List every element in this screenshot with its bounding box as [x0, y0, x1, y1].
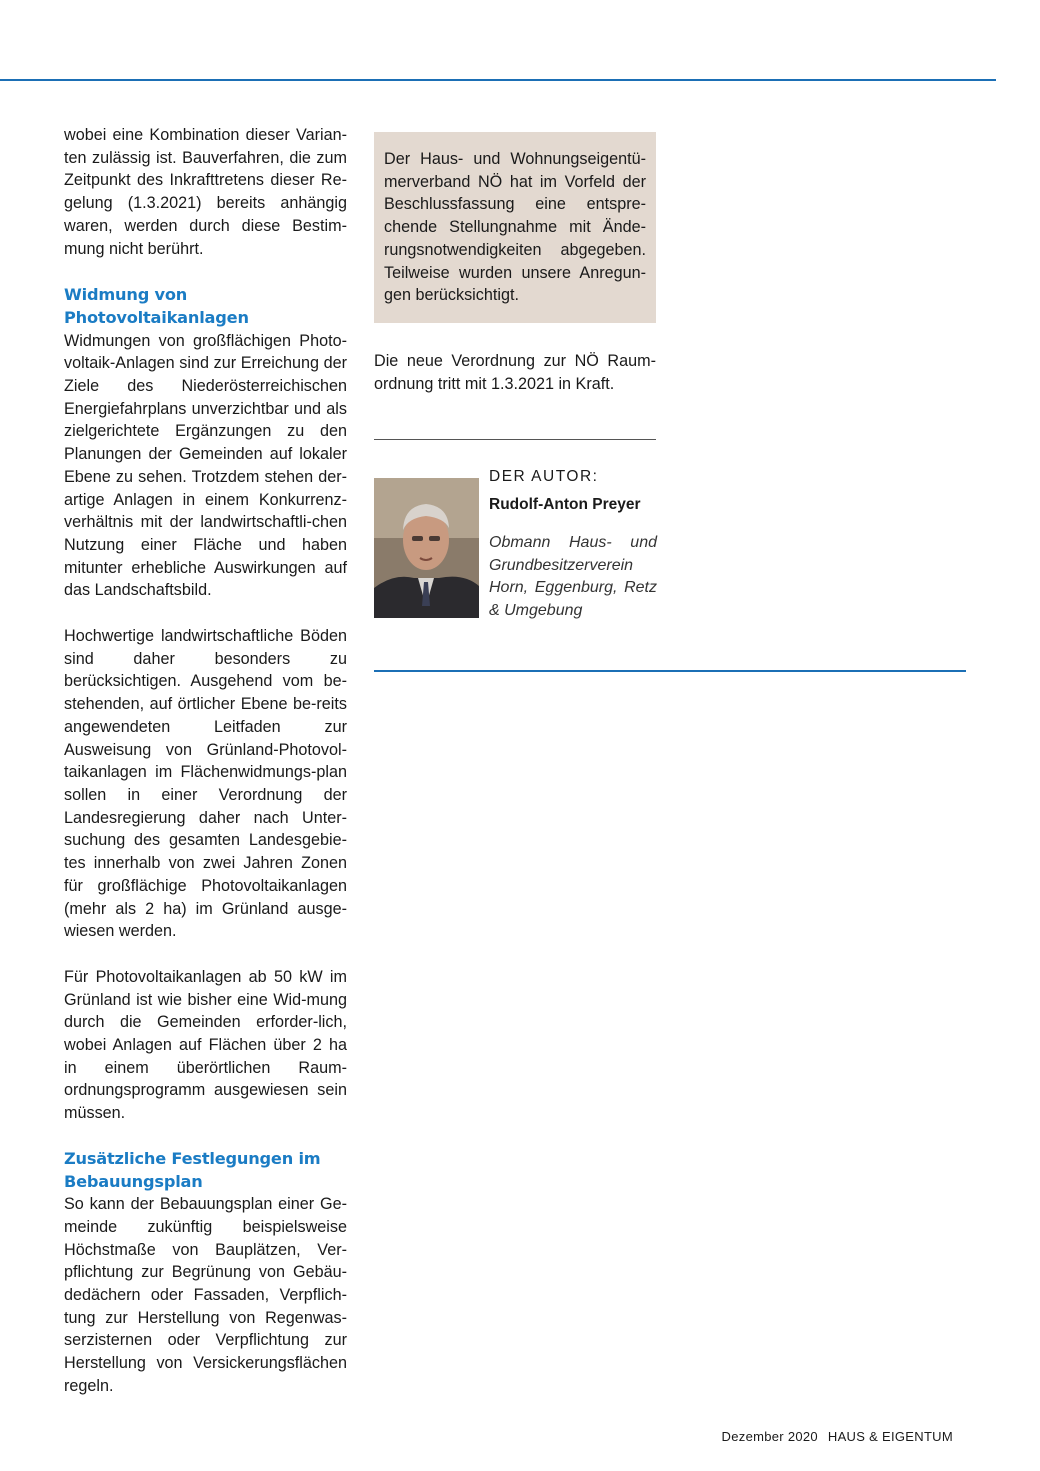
author-photo	[374, 478, 479, 618]
footer-date: Dezember 2020	[721, 1429, 818, 1444]
body-paragraph: Hochwertige landwirtschaftliche Böden sind daher besonders zu berücksichtigen. Ausgehend vom be-stehenden, auf örtlicher Ebene be-reits angewendeten Leitfaden zur Ausweisung von Grünland-Photovol-taikanlagen im Flächenwidmungs-plan sollen in einer Verordnung der Landesregierung daher nach Unter-suchung des gesamten Landesgebie-tes innerhalb von zwei Jahren Zonen für großflächige Photovoltaikanlagen (mehr als 2 ha) im Grünland ausge-wiesen werden.	[64, 627, 347, 941]
body-paragraph: Die neue Verordnung zur NÖ Raum-ordnung tritt mit 1.3.2021 in Kraft.	[374, 351, 656, 393]
section-heading-photovoltaik: Widmung von Photovoltaikanlagen	[64, 285, 249, 327]
page-footer	[722, 1429, 953, 1444]
author-info	[489, 466, 657, 623]
author-label: DER AUTOR:	[489, 468, 599, 485]
body-paragraph: wobei eine Kombination dieser Varian-ten zulässig ist. Bauverfahren, die zum Zeitpunkt des Inkrafttretens dieser Re-gelung (1.3.2021) bereits anhängig waren, werden durch diese Bestim-mung nicht berührt.	[64, 126, 347, 258]
top-rule	[0, 79, 996, 81]
body-paragraph: Widmungen von großflächigen Photo-voltaik-Anlagen sind zur Erreichung der Ziele des Niederösterreichischen Energiefahrplans unverzichtbar und als zielgerichtete Ergänzungen zu den Planungen der Gemeinden auf lokaler Ebene zu sehen. Trotzdem stehen der-artige Anlagen in einem Konkurrenz-verhältnis mit der landwirtschaftli-chen Nutzung einer Fläche und haben mitunter erhebliche Auswirkungen auf das Landschaftsbild.	[64, 331, 347, 600]
body-paragraph: So kann der Bebauungsplan einer Ge-meinde zukünftig beispielsweise Höchstmaße von Bauplätzen, Ver-pflichtung zur Begrünung von Gebäu-dedächern oder Fassaden, Verpflich-tung zur Herstellung von Regenwas-serzisternen oder Verpflichtung zur Herstellung von Versickerungsflächen regeln.	[64, 1195, 347, 1395]
author-name: Rudolf-Anton Preyer	[489, 496, 641, 513]
body-paragraph: Für Photovoltaikanlagen ab 50 kW im Grünland ist wie bisher eine Wid-mung durch die Gemeinden erforder-lich, wobei Anlagen auf Flächen über 2 ha in einem überörtlichen Raum-ordnungsprogramm ausgewiesen sein müssen.	[64, 967, 347, 1123]
footer-publication: HAUS & EIGENTUM	[827, 1429, 953, 1444]
divider	[374, 439, 656, 440]
author-role: Obmann Haus- und Grundbesitzerverein Horn, Eggenburg, Retz & Umgebung	[489, 534, 657, 620]
left-column	[64, 124, 347, 1398]
section-end-rule	[374, 670, 966, 672]
right-column	[374, 132, 656, 412]
callout-box: Der Haus- und Wohnungseigentü-merverband NÖ hat im Vorfeld der Beschlussfassung eine entspre-chende Stellungnahme mit Ände-rungsnotwendigkeiten abgegeben. Teilweise wurden unsere Anregun-gen berücksichtigt.	[374, 132, 656, 323]
section-heading-bebauungsplan: Zusätzliche Festlegungen im Bebauungsplan	[64, 1148, 321, 1191]
